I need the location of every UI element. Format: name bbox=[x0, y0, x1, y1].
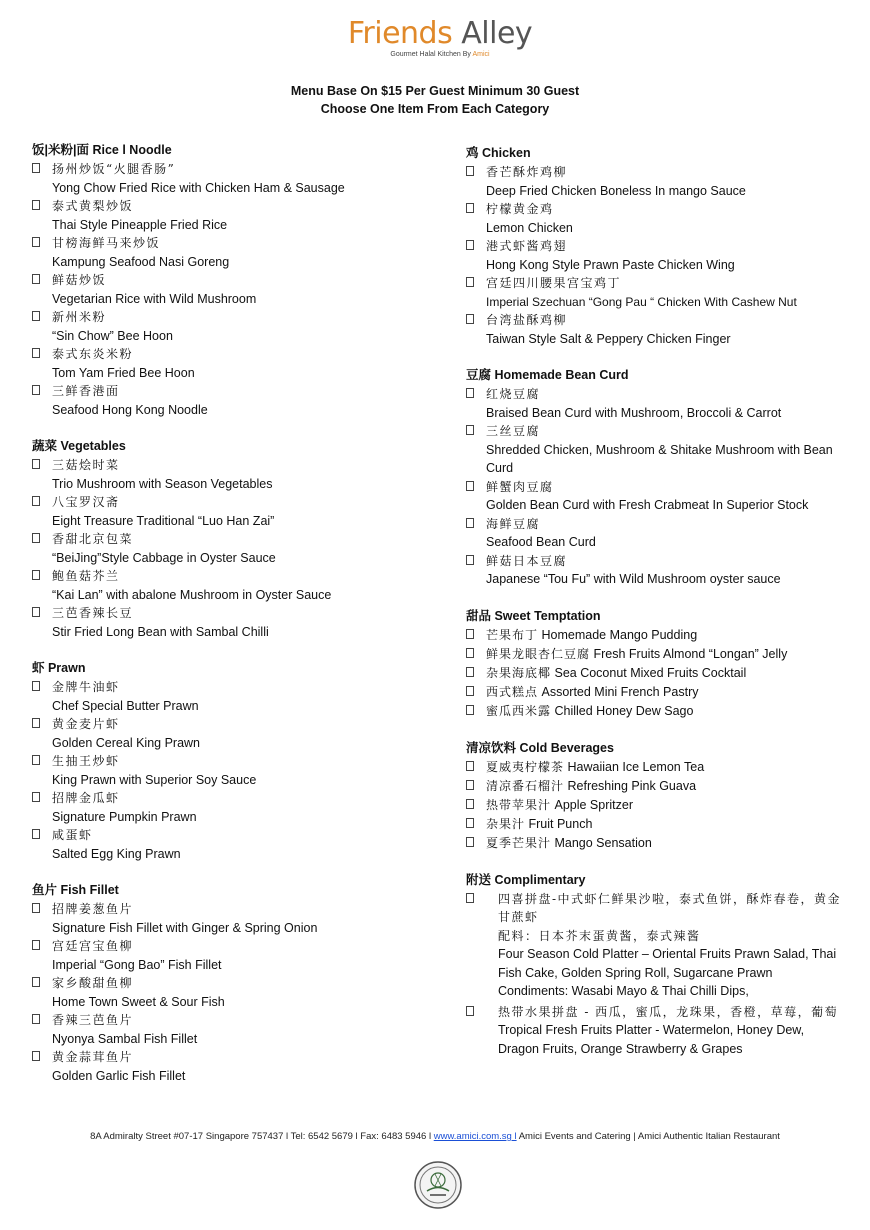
menu-item[interactable] bbox=[466, 478, 846, 515]
item-english: Tom Yam Fried Bee Hoon bbox=[52, 365, 195, 380]
item-chinese: 夏威夷柠檬茶 bbox=[486, 759, 565, 774]
menu-item[interactable] bbox=[32, 160, 432, 197]
category-title: 附送 Complimentary bbox=[466, 872, 586, 887]
item-english: Hawaiian Ice Lemon Tea bbox=[564, 759, 705, 774]
checkbox-icon[interactable] bbox=[466, 705, 474, 715]
checkbox-icon[interactable] bbox=[32, 792, 40, 802]
checkbox-icon[interactable] bbox=[32, 1051, 40, 1061]
category-title: 虾 Prawn bbox=[32, 661, 86, 675]
checkbox-icon[interactable] bbox=[32, 829, 40, 839]
item-chinese: 鲜菇日本豆腐 bbox=[486, 553, 568, 568]
item-chinese: 宫廷宫宝鱼柳 bbox=[52, 939, 134, 953]
item-chinese: 泰式黄梨炒饭 bbox=[52, 199, 134, 213]
logo-word-friends: Friends bbox=[347, 16, 453, 51]
item-chinese: 生抽王炒虾 bbox=[52, 754, 120, 768]
menu-item[interactable] bbox=[32, 382, 432, 419]
menu-item[interactable] bbox=[466, 552, 846, 589]
category-title: 甜品 Sweet Temptation bbox=[466, 608, 601, 623]
item-english: Braised Bean Curd with Mushroom, Broccoli & Carrot bbox=[486, 405, 782, 420]
checkbox-icon[interactable] bbox=[32, 311, 40, 321]
website-link[interactable]: www.amici.com.sg l bbox=[433, 1131, 517, 1142]
checkbox-icon[interactable] bbox=[32, 348, 40, 358]
item-chinese: 扬州炒饭“火腿香肠” bbox=[52, 162, 176, 176]
item-english: Home Town Sweet & Sour Fish bbox=[52, 994, 225, 1009]
item-english: Hong Kong Style Prawn Paste Chicken Wing bbox=[486, 257, 735, 272]
item-chinese: 海鲜豆腐 bbox=[486, 516, 541, 531]
menu-item[interactable] bbox=[32, 530, 432, 567]
checkbox-icon[interactable] bbox=[32, 977, 40, 987]
menu-item[interactable] bbox=[466, 274, 846, 311]
item-english: Chef Special Butter Prawn bbox=[52, 698, 199, 713]
checkbox-icon[interactable] bbox=[32, 718, 40, 728]
item-chinese: 蜜瓜西米露 bbox=[486, 703, 552, 718]
item-chinese: 招牌金瓜虾 bbox=[52, 791, 120, 805]
item-chinese: 台湾盐酥鸡柳 bbox=[486, 313, 568, 327]
menu-item[interactable] bbox=[466, 664, 846, 683]
item-english: Yong Chow Fried Rice with Chicken Ham & Sausage bbox=[52, 180, 345, 195]
item-english: Imperial “Gong Bao” Fish Fillet bbox=[52, 957, 222, 972]
item-chinese: 三丝豆腐 bbox=[486, 424, 541, 438]
item-chinese: 热带苹果汁 bbox=[486, 797, 552, 812]
menu-item[interactable] bbox=[466, 237, 846, 274]
checkbox-icon[interactable] bbox=[32, 681, 40, 691]
checkbox-icon[interactable] bbox=[32, 1014, 40, 1024]
checkbox-icon[interactable] bbox=[466, 481, 474, 491]
menu-item[interactable] bbox=[32, 234, 432, 271]
item-english: Mango Sensation bbox=[551, 835, 652, 850]
checkbox-icon[interactable] bbox=[32, 533, 40, 543]
menu-item[interactable] bbox=[466, 815, 846, 834]
checkbox-icon[interactable] bbox=[466, 555, 474, 565]
checkbox-icon[interactable] bbox=[466, 648, 474, 658]
menu-item[interactable] bbox=[32, 826, 432, 863]
footer-address: 8A Admiralty Street #07-17 Singapore 757437 l Tel: 6542 5679 l Fax: 6483 5946 l bbox=[90, 1131, 434, 1142]
item-english: Golden Cereal King Prawn bbox=[52, 735, 200, 750]
item-english: Japanese “Tou Fu” with Wild Mushroom oyster sauce bbox=[486, 572, 781, 586]
item-chinese: 宫廷四川腰果宫宝鸡丁 bbox=[486, 276, 622, 290]
item-english: Apple Spritzer bbox=[551, 797, 633, 812]
item-chinese: 西式糕点 bbox=[486, 684, 539, 699]
right-column bbox=[466, 144, 846, 1076]
menu-item[interactable] bbox=[466, 385, 846, 422]
category-rice-noodle bbox=[32, 141, 432, 419]
menu-item[interactable] bbox=[466, 702, 846, 721]
item-english: Homemade Mango Pudding bbox=[538, 627, 698, 642]
menu-item[interactable] bbox=[32, 937, 432, 974]
logo-tagline bbox=[330, 51, 550, 58]
item-english: Nyonya Sambal Fish Fillet bbox=[52, 1031, 198, 1046]
item-english: Deep Fried Chicken Boneless In mango Sauce bbox=[486, 183, 746, 198]
menu-item[interactable] bbox=[32, 567, 432, 604]
category-title: 鸡 Chicken bbox=[466, 146, 531, 160]
item-english: Seafood Bean Curd bbox=[486, 535, 596, 549]
item-chinese: 热带水果拼盘 - 西瓜，蜜瓜，龙珠果，香橙，草莓，葡萄 bbox=[498, 1004, 839, 1019]
item-chinese: 柠檬黄金鸡 bbox=[486, 202, 554, 216]
item-english: Salted Egg King Prawn bbox=[52, 846, 181, 861]
item-chinese: 香芒酥炸鸡柳 bbox=[486, 165, 568, 179]
checkbox-icon[interactable] bbox=[32, 274, 40, 284]
category-cold-beverages bbox=[466, 739, 846, 853]
checkbox-icon[interactable] bbox=[466, 388, 474, 398]
menu-item[interactable] bbox=[466, 422, 846, 478]
checkbox-icon[interactable] bbox=[466, 1006, 474, 1016]
menu-item[interactable] bbox=[32, 789, 432, 826]
item-chinese: 八宝罗汉斋 bbox=[52, 495, 120, 509]
checkbox-icon[interactable] bbox=[466, 314, 474, 324]
item-english: “Sin Chow” Bee Hoon bbox=[52, 328, 173, 343]
item-english: “BeiJing”Style Cabbage in Oyster Sauce bbox=[52, 550, 276, 565]
item-english: Eight Treasure Traditional “Luo Han Zai” bbox=[52, 513, 275, 528]
item-english: Tropical Fresh Fruits Platter - Watermelon, Honey Dew, Dragon Fruits, Orange Strawberry & Grapes bbox=[498, 1023, 805, 1056]
checkbox-icon[interactable] bbox=[466, 203, 474, 213]
checkbox-icon[interactable] bbox=[466, 277, 474, 287]
menu-item[interactable] bbox=[32, 1011, 432, 1048]
menu-heading-price: Menu Base On $15 Per Guest Minimum 30 Guest bbox=[290, 84, 580, 98]
category-prawn bbox=[32, 659, 432, 863]
menu-item[interactable] bbox=[466, 626, 846, 645]
item-english: Taiwan Style Salt & Peppery Chicken Finger bbox=[486, 331, 731, 346]
menu-item[interactable] bbox=[466, 515, 846, 552]
checkbox-icon[interactable] bbox=[32, 940, 40, 950]
checkbox-icon[interactable] bbox=[32, 755, 40, 765]
item-english: Thai Style Pineapple Fried Rice bbox=[52, 217, 228, 232]
item-chinese: 新州米粉 bbox=[52, 310, 107, 324]
item-english: “Kai Lan” with abalone Mushroom in Oyster Sauce bbox=[52, 587, 332, 602]
checkbox-icon[interactable] bbox=[466, 166, 474, 176]
item-english: Signature Pumpkin Prawn bbox=[52, 809, 197, 824]
item-chinese: 鲜蟹肉豆腐 bbox=[486, 479, 554, 494]
checkbox-icon[interactable] bbox=[466, 686, 474, 696]
menu-item[interactable] bbox=[32, 271, 432, 308]
menu-item[interactable] bbox=[466, 645, 846, 664]
item-chinese: 鲜菇炒饭 bbox=[52, 273, 107, 287]
item-chinese: 清凉番石榴汁 bbox=[486, 778, 565, 793]
menu-item[interactable] bbox=[32, 1048, 432, 1085]
item-chinese: 三芭香辣长豆 bbox=[52, 606, 134, 620]
menu-item[interactable] bbox=[32, 493, 432, 530]
checkbox-icon[interactable] bbox=[466, 761, 474, 771]
menu-item[interactable] bbox=[32, 900, 432, 937]
item-chinese: 黄金蒜茸鱼片 bbox=[52, 1050, 134, 1064]
menu-item[interactable] bbox=[466, 890, 846, 1001]
menu-item[interactable] bbox=[32, 345, 432, 382]
item-english-condiments: Condiments: Wasabi Mayo & Thai Chilli Dips, bbox=[498, 984, 749, 998]
item-english: Golden Bean Curd with Fresh Crabmeat In Superior Stock bbox=[486, 498, 809, 512]
item-english: Kampung Seafood Nasi Goreng bbox=[52, 254, 230, 269]
item-chinese: 红烧豆腐 bbox=[486, 387, 541, 401]
category-title: 豆腐 Homemade Bean Curd bbox=[466, 368, 629, 382]
menu-item[interactable] bbox=[466, 200, 846, 237]
item-english: Trio Mushroom with Season Vegetables bbox=[52, 476, 273, 491]
item-english: Four Season Cold Platter – Oriental Fruits Prawn Salad, Thai Fish Cake, Golden Spring Roll, Sugarcane Prawn bbox=[498, 947, 837, 980]
menu-item[interactable] bbox=[32, 456, 432, 493]
menu-item[interactable] bbox=[32, 715, 432, 752]
item-english: Chilled Honey Dew Sago bbox=[551, 703, 694, 718]
item-chinese: 鲍鱼菇芥兰 bbox=[52, 569, 120, 583]
checkbox-icon[interactable] bbox=[32, 200, 40, 210]
checkbox-icon[interactable] bbox=[466, 240, 474, 250]
item-chinese: 三菇烩时菜 bbox=[52, 458, 120, 472]
logo-tagline-text: Gourmet Halal Kitchen By bbox=[390, 51, 471, 58]
item-english: Vegetarian Rice with Wild Mushroom bbox=[52, 291, 257, 306]
category-title: 蔬菜 Vegetables bbox=[32, 439, 126, 453]
item-chinese: 港式虾酱鸡翅 bbox=[486, 239, 568, 253]
category-title: 清凉饮料 Cold Beverages bbox=[466, 740, 614, 755]
item-english: Sea Coconut Mixed Fruits Cocktail bbox=[551, 665, 747, 680]
item-chinese: 香辣三芭鱼片 bbox=[52, 1013, 134, 1027]
item-chinese-condiments: 配料：日本芥末蛋黄酱，泰式辣酱 bbox=[498, 928, 701, 943]
left-column bbox=[32, 141, 432, 1103]
footer-businesses: Amici Events and Catering | Amici Authentic Italian Restaurant bbox=[516, 1131, 780, 1142]
item-chinese: 三鲜香港面 bbox=[52, 384, 120, 398]
halal-seal-icon bbox=[413, 1160, 463, 1210]
item-chinese: 泰式东炎米粉 bbox=[52, 347, 134, 361]
menu-item[interactable] bbox=[466, 758, 846, 777]
checkbox-icon[interactable] bbox=[466, 518, 474, 528]
checkbox-icon[interactable] bbox=[466, 780, 474, 790]
logo-wordmark bbox=[330, 18, 550, 50]
category-vegetables bbox=[32, 437, 432, 641]
item-chinese: 家乡酸甜鱼柳 bbox=[52, 976, 134, 990]
item-english: Refreshing Pink Guava bbox=[564, 778, 697, 793]
item-chinese: 金牌牛油虾 bbox=[52, 680, 120, 694]
menu-item[interactable] bbox=[32, 678, 432, 715]
category-title: 饭|米粉|面 Rice l Noodle bbox=[32, 143, 172, 157]
logo-word-alley: Alley bbox=[461, 16, 533, 51]
checkbox-icon[interactable] bbox=[466, 425, 474, 435]
item-chinese: 黄金麦片虾 bbox=[52, 717, 120, 731]
checkbox-icon[interactable] bbox=[32, 496, 40, 506]
checkbox-icon[interactable] bbox=[32, 237, 40, 247]
item-chinese: 芒果布丁 bbox=[486, 627, 539, 642]
item-chinese: 香甜北京包菜 bbox=[52, 532, 134, 546]
menu-item[interactable] bbox=[32, 974, 432, 1011]
item-chinese: 夏季芒果汁 bbox=[486, 835, 552, 850]
menu-item[interactable] bbox=[32, 308, 432, 345]
menu-item[interactable] bbox=[466, 777, 846, 796]
item-english: Golden Garlic Fish Fillet bbox=[52, 1068, 186, 1083]
category-chicken bbox=[466, 144, 846, 348]
checkbox-icon[interactable] bbox=[32, 163, 40, 173]
item-english: Fruit Punch bbox=[525, 816, 593, 831]
checkbox-icon[interactable] bbox=[466, 799, 474, 809]
menu-item[interactable] bbox=[32, 752, 432, 789]
item-english: Lemon Chicken bbox=[486, 220, 573, 235]
item-english: Shredded Chicken, Mushroom & Shitake Mushroom with Bean Curd bbox=[486, 442, 833, 475]
checkbox-icon[interactable] bbox=[32, 903, 40, 913]
item-chinese: 杂果海底椰 bbox=[486, 665, 552, 680]
item-english: Stir Fried Long Bean with Sambal Chilli bbox=[52, 624, 269, 639]
menu-heading-instruction: Choose One Item From Each Category bbox=[320, 102, 550, 116]
category-sweet-temptation bbox=[466, 607, 846, 721]
checkbox-icon[interactable] bbox=[32, 459, 40, 469]
logo-tagline-brand: Amici bbox=[472, 51, 490, 58]
checkbox-icon[interactable] bbox=[466, 667, 474, 677]
checkbox-icon[interactable] bbox=[32, 570, 40, 580]
item-english: Imperial Szechuan “Gong Pau “ Chicken With Cashew Nut bbox=[486, 294, 797, 309]
category-title: 鱼片 Fish Fillet bbox=[32, 883, 119, 897]
menu-item[interactable] bbox=[466, 311, 846, 348]
menu-item[interactable] bbox=[466, 683, 846, 702]
menu-item[interactable] bbox=[466, 1003, 846, 1059]
item-chinese: 杂果汁 bbox=[486, 816, 526, 831]
footer-contact bbox=[0, 1131, 870, 1142]
item-chinese: 甘榜海鲜马来炒饭 bbox=[52, 236, 161, 250]
item-english: Assorted Mini French Pastry bbox=[538, 684, 699, 699]
checkbox-icon[interactable] bbox=[466, 629, 474, 639]
item-english: Seafood Hong Kong Noodle bbox=[52, 402, 208, 417]
menu-item[interactable] bbox=[466, 796, 846, 815]
menu-item[interactable] bbox=[466, 163, 846, 200]
item-chinese: 咸蛋虾 bbox=[52, 828, 93, 842]
checkbox-icon[interactable] bbox=[466, 837, 474, 847]
item-chinese: 招牌姜葱鱼片 bbox=[52, 902, 134, 916]
category-complimentary bbox=[466, 871, 846, 1059]
item-chinese: 鲜果龙眼杏仁豆腐 bbox=[486, 646, 591, 661]
checkbox-icon[interactable] bbox=[466, 818, 474, 828]
brand-logo bbox=[330, 18, 550, 58]
checkbox-icon[interactable] bbox=[32, 385, 40, 395]
item-english: Signature Fish Fillet with Ginger & Spring Onion bbox=[52, 920, 318, 935]
checkbox-icon[interactable] bbox=[466, 893, 474, 903]
menu-item[interactable] bbox=[32, 197, 432, 234]
menu-item[interactable] bbox=[466, 834, 846, 853]
category-bean-curd bbox=[466, 366, 846, 589]
item-chinese: 四喜拼盘-中式虾仁鲜果沙啦，泰式鱼饼，酥炸春卷，黄金甘蔗虾 bbox=[498, 891, 842, 924]
menu-item[interactable] bbox=[32, 604, 432, 641]
item-english: Fresh Fruits Almond “Longan” Jelly bbox=[590, 646, 788, 661]
category-fish-fillet bbox=[32, 881, 432, 1085]
item-english: King Prawn with Superior Soy Sauce bbox=[52, 772, 257, 787]
checkbox-icon[interactable] bbox=[32, 607, 40, 617]
